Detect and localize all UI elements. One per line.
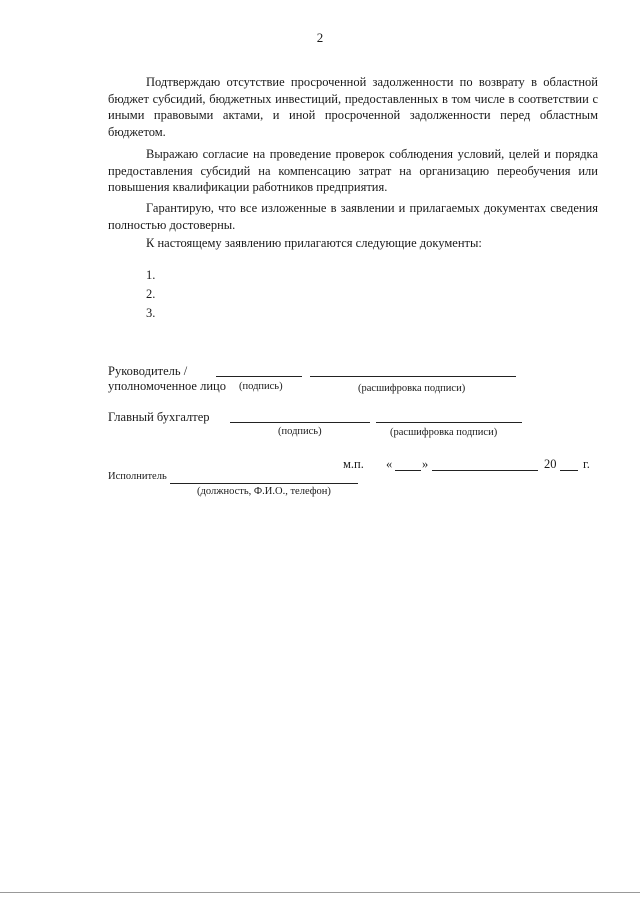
stamp-place: м.п. bbox=[343, 457, 364, 471]
executor-label: Исполнитель bbox=[108, 471, 167, 482]
date-day-line[interactable] bbox=[395, 470, 421, 471]
page-number: 2 bbox=[316, 30, 324, 45]
executor-caption: (должность, Ф.И.О., телефон) bbox=[197, 486, 331, 497]
head-signature-caption: (подпись) bbox=[239, 381, 283, 392]
accountant-decoding-line[interactable] bbox=[376, 422, 522, 423]
date-open-quote: « bbox=[386, 457, 393, 471]
list-item: 3. bbox=[146, 306, 156, 320]
paragraph-consent-checks: Выражаю согласие на проведение проверок соблюдения условий, целей и порядка предоставления субсидий на компенсацию затрат на организацию переобучения или повышения квалификации работников предприятия. bbox=[108, 147, 598, 194]
paragraph-no-debt: Подтверждаю отсутствие просроченной задолженности по возврату в областной бюджет субсидий, бюджетных инвестиций, предоставленных в том числе в соответствии с иными правовыми актами, и иной просроченной задолженности перед областным бюджетом. bbox=[108, 75, 598, 139]
paragraph-attachments-intro: К настоящему заявлению прилагаются следующие документы: bbox=[146, 236, 482, 250]
accountant-signature-caption: (подпись) bbox=[278, 426, 322, 437]
head-decoding-caption: (расшифровка подписи) bbox=[358, 383, 466, 394]
list-item: 2. bbox=[146, 287, 156, 301]
accountant-decoding-caption: (расшифровка подписи) bbox=[390, 427, 498, 438]
head-decoding-line[interactable] bbox=[310, 376, 516, 377]
date-year-suffix: г. bbox=[583, 457, 590, 471]
accountant-signature-line[interactable] bbox=[230, 422, 370, 423]
page-bottom-edge bbox=[0, 892, 640, 893]
attachments-list bbox=[146, 266, 155, 323]
date-year-prefix: 20 bbox=[544, 457, 557, 471]
date-month-line[interactable] bbox=[432, 470, 538, 471]
paragraph-guarantee: Гарантирую, что все изложенные в заявлении и прилагаемых документах сведения полностью достоверны. bbox=[108, 201, 598, 232]
head-label-line2: уполномоченное лицо bbox=[108, 379, 226, 393]
date-year-line[interactable] bbox=[560, 470, 578, 471]
date-close-quote: » bbox=[422, 457, 429, 471]
accountant-label: Главный бухгалтер bbox=[108, 410, 210, 424]
list-item: 1. bbox=[146, 268, 156, 282]
head-label-line1: Руководитель / bbox=[108, 364, 188, 378]
executor-line[interactable] bbox=[170, 483, 358, 484]
head-signature-line[interactable] bbox=[216, 376, 302, 377]
